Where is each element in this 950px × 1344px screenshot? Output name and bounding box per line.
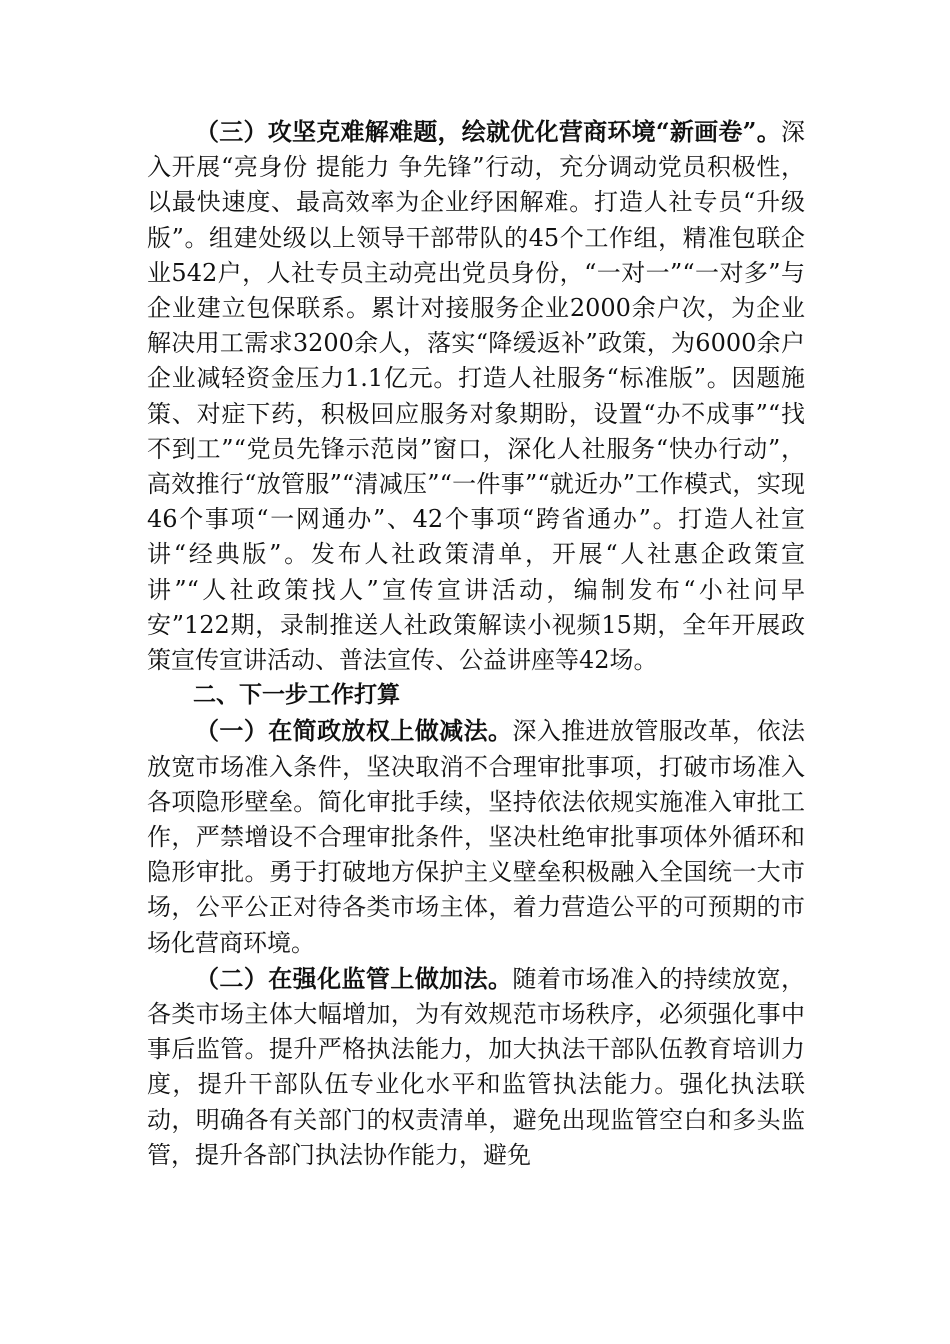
document-page bbox=[147, 114, 805, 1173]
paragraph-lead: （三）攻坚克难解难题，绘就优化营商环境“新画卷”。 bbox=[195, 117, 781, 146]
paragraph-body: 深入推进放管服改革，依法放宽市场准入条件，坚决取消不合理审批事项，打破市场准入各项隐形壁垒。简化审批手续，坚持依法依规实施准入审批工作，严禁增设不合理审批条件，坚决杜绝审批事项体外循环和隐形审批。勇于打破地方保护主义壁垒积极融入全国统一大市场，公平公正对待各类市场主体，着力营造公平的可预期的市场化营商环境。 bbox=[147, 717, 806, 957]
paragraph-body: 深入开展“亮身份 提能力 争先锋”行动，充分调动党员积极性，以最快速度、最高效率为企业纾困解难。打造人社专员“升级版”。组建处级以上领导干部带队的45个工作组，精准包联企业542户，人社专员主动亮出党员身份，“一对一”“一对多”与企业建立包保联系。累计对接服务企业2000余户次，为企业解决用工需求3200余人，落实“降缓返补”政策，为6000余户企业减轻资金压力1.1亿元。打造人社服务“标准版”。因题施策、对症下药，积极回应服务对象期盼，设置“办不成事”“找不到工”“党员先锋示范岗”窗口，深化人社服务“快办行动”，高效推行“放管服”“清减压”“一件事”“就近办”工作模式，实现46个事项“一网通办”、42个事项“跨省通办”。打造人社宣讲“经典版”。发布人社政策清单，开展“人社惠企政策宣讲”“人社政策找人”宣传宣讲活动，编制发布“小社问早安”122期，录制推送人社政策解读小视频15期，全年开展政策宣传宣讲活动、普法宣传、公益讲座等42场。 bbox=[147, 118, 805, 675]
paragraph-lead: （一）在简政放权上做减法。 bbox=[195, 716, 513, 746]
paragraph-section-three bbox=[147, 114, 805, 678]
paragraph-lead: （二）在强化监管上做加法。 bbox=[195, 963, 513, 993]
section-heading: 二、下一步工作打算 bbox=[193, 682, 400, 709]
paragraph-item-one bbox=[147, 713, 805, 960]
paragraph-body: 随着市场准入的持续放宽，各类市场主体大幅增加，为有效规范市场秩序，必须强化事中事后监管。提升严格执法能力，加大执法干部队伍教育培训力度，提升干部队伍专业化水平和监管执法能力。强化执法联动，明确各有关部门的权责清单，避免出现监管空白和多头监管，提升各部门执法协作能力，避免 bbox=[147, 964, 806, 1169]
paragraph-item-two bbox=[147, 961, 805, 1173]
